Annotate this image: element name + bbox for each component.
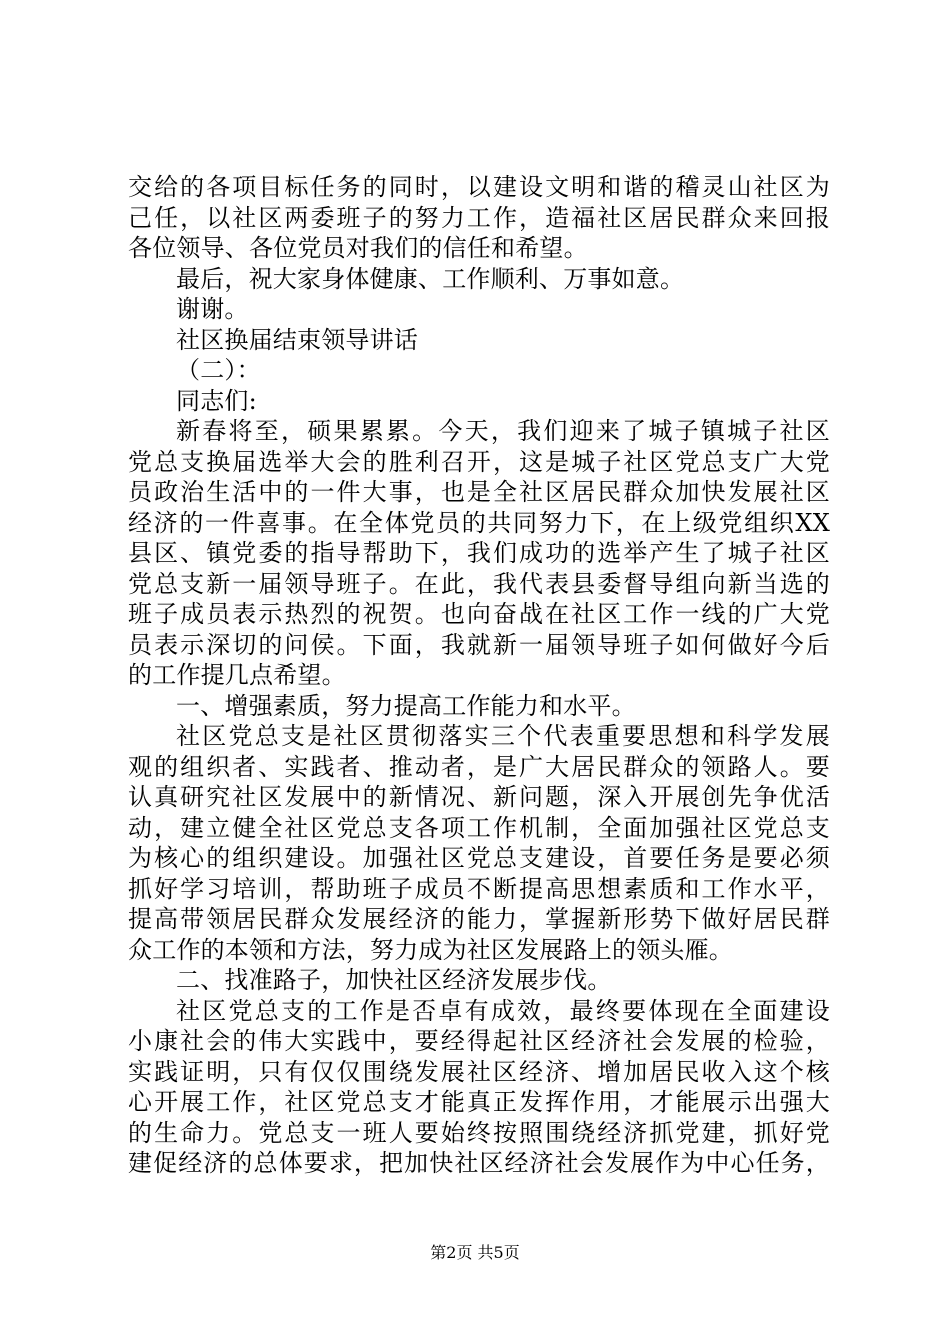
section-title: 社区换届结束领导讲话 — [176, 325, 418, 354]
text-line: 提高带领居民群众发展经济的能力，掌握新形势下做好居民群 — [128, 905, 830, 933]
text-line: 党总支换届选举大会的胜利召开，这是城子社区党总支广大党 — [128, 447, 830, 476]
text-line: 观的组织者、实践者、推动者，是广大居民群众的领路人。要 — [128, 752, 830, 781]
page-number: 第2页 共5页 — [430, 1243, 520, 1262]
text-line: 县区、镇党委的指导帮助下，我们成功的选举产生了城子社区 — [128, 539, 830, 567]
text-line: 己任，以社区两委班子的努力工作，造福社区居民群众来回报 — [128, 203, 830, 232]
text-line: 众工作的本领和方法，努力成为社区发展路上的领头雁。 — [128, 935, 733, 964]
text-line: 最后，祝大家身体健康、工作顺利、万事如意。 — [176, 264, 685, 293]
text-line: 社区党总支的工作是否卓有成效，最终要体现在全面建设 — [176, 996, 830, 1025]
text-line: 动，建立健全社区党总支各项工作机制，全面加强社区党总支 — [128, 813, 830, 842]
text-line: 班子成员表示热烈的祝贺。也向奋战在社区工作一线的广大党 — [128, 600, 830, 628]
text-line: 抓好学习培训，帮助班子成员不断提高思想素质和工作水平， — [128, 874, 830, 903]
text-line: 交给的各项目标任务的同时，以建设文明和谐的稽灵山社区为 — [128, 173, 830, 201]
heading-two: 二、找准路子，加快社区经济发展步伐。 — [176, 966, 612, 994]
text-line: 为核心的组织建设。加强社区党总支建设，首要任务是要必须 — [128, 844, 830, 872]
text-line: 的工作提几点希望。 — [128, 661, 346, 689]
text-line: 新春将至，硕果累累。今天，我们迎来了城子镇城子社区 — [176, 417, 830, 445]
text-line: 小康社会的伟大实践中，要经得起社区经济社会发展的检验， — [128, 1027, 830, 1055]
text-line: 谢谢。 — [176, 295, 249, 323]
heading-one: 一、增强素质，努力提高工作能力和水平。 — [176, 691, 636, 720]
salutation: 同志们: — [176, 386, 257, 415]
text-line: 心开展工作，社区党总支才能真正发挥作用，才能展示出强大 — [128, 1088, 830, 1116]
text-line: 社区党总支是社区贯彻落实三个代表重要思想和科学发展 — [176, 722, 830, 750]
text-line: 的生命力。党总支一班人要始终按照围绕经济抓党建，抓好党 — [128, 1118, 830, 1147]
text-line: 建促经济的总体要求，把加快社区经济社会发展作为中心任务， — [128, 1149, 830, 1177]
text-line: 员表示深切的问侯。下面，我就新一届领导班子如何做好今后 — [128, 630, 830, 659]
text-line: 各位领导、各位党员对我们的信任和希望。 — [128, 234, 588, 262]
text-line: 经济的一件喜事。在全体党员的共同努力下，在上级党组织XX — [128, 508, 830, 537]
section-subtitle: （二）： — [176, 356, 261, 384]
text-line: 实践证明，只有仅仅围绕发展社区经济、增加居民收入这个核 — [128, 1057, 830, 1086]
text-line: 党总支新一届领导班子。在此，我代表县委督导组向新当选的 — [128, 569, 830, 598]
text-line: 员政治生活中的一件大事，也是全社区居民群众加快发展社区 — [128, 478, 830, 506]
text-line: 认真研究社区发展中的新情况、新问题，深入开展创先争优活 — [128, 783, 830, 811]
document-body — [128, 172, 830, 1179]
